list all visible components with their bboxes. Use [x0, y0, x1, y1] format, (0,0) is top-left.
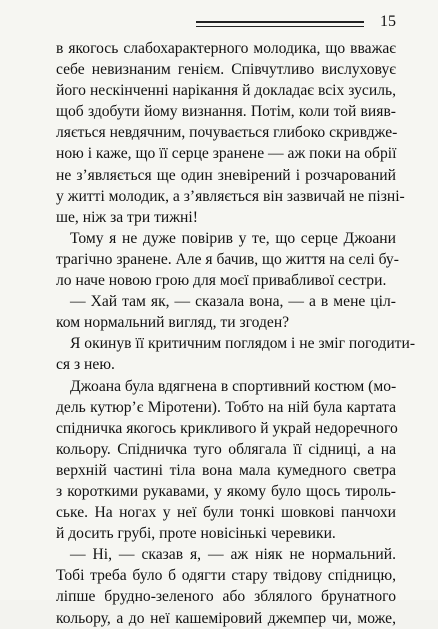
text-line: його нескінченні нарікання й докладає всіх зусиль,	[56, 82, 396, 100]
text-line: в якогось слабохарактерного молодика, що вважає	[56, 40, 396, 57]
text-line: не з’являється ще один зневірений і розчарований	[56, 166, 396, 184]
page-header	[196, 14, 396, 32]
text-line: ло наче новою грою для моєї привабливої сестри.	[56, 272, 387, 290]
text-line: верхній частині тіла вона мала кумедного светра	[56, 461, 396, 479]
text-line: й досить грубі, проте новісінькі черевики.	[56, 525, 336, 543]
text-line: Я окинув її критичним поглядом і не зміг погодити-	[70, 335, 416, 353]
text-line: трагічно зранене. Але я бачив, що життя на селі бу-	[56, 250, 399, 268]
page-text	[56, 38, 416, 629]
text-line: ся з нею.	[56, 356, 115, 374]
page-number: 15	[380, 13, 396, 30]
text-line: дель кутюр’є Міротени). Тобто на ній була картата	[56, 398, 396, 416]
text-line: щоб здобути йому визнання. Потім, коли той вияв-	[56, 103, 396, 121]
text-line: кольору, а до неї кашеміровий джемпер чи, може,	[56, 609, 396, 627]
text-line: у житті молодик, а з’являється він зазвичай не пізні-	[56, 187, 405, 205]
text-line: Джоана була вдягнена в спортивний костюм (мо-	[70, 377, 397, 395]
text-line: ське. На ногах у неї були тонкі шовкові панчохи	[56, 504, 396, 522]
text-line: ком нормальний вигляд, ти згоден?	[56, 314, 290, 332]
text-line: себе невизнаним генієм. Співчутливо вислуховує	[56, 61, 396, 79]
text-line: Тобі треба було б одягти стару твідову спідницю,	[56, 567, 396, 585]
text-line: спідничка якогось крикливого й украй недоречного	[56, 419, 398, 437]
text-line: ляється невдячним, почувається глибоко скривдже-	[56, 124, 398, 142]
text-line: ше, ніж за три тижні!	[56, 208, 198, 226]
text-line: — Ні, — сказав я, — аж ніяк не нормальний.	[70, 546, 396, 564]
header-rule-bottom	[196, 26, 364, 27]
header-rule-top	[196, 21, 364, 23]
text-line: кольору. Спідничка туго облягала її сідниці, а на	[56, 440, 396, 458]
text-line: з короткими рукавами, у якому було щось тироль-	[56, 482, 396, 500]
text-line: — Хай там як, — сказала вона, — а в мене цiл-	[70, 293, 396, 311]
text-line: ліпше брудно-зеленого або зблялого брунатного	[56, 588, 396, 606]
text-line: Тому я не дуже повірив у те, що серце Джоани	[70, 229, 396, 247]
text-line: ною і каже, що її серце зранене — аж поки на обрії	[56, 145, 397, 163]
